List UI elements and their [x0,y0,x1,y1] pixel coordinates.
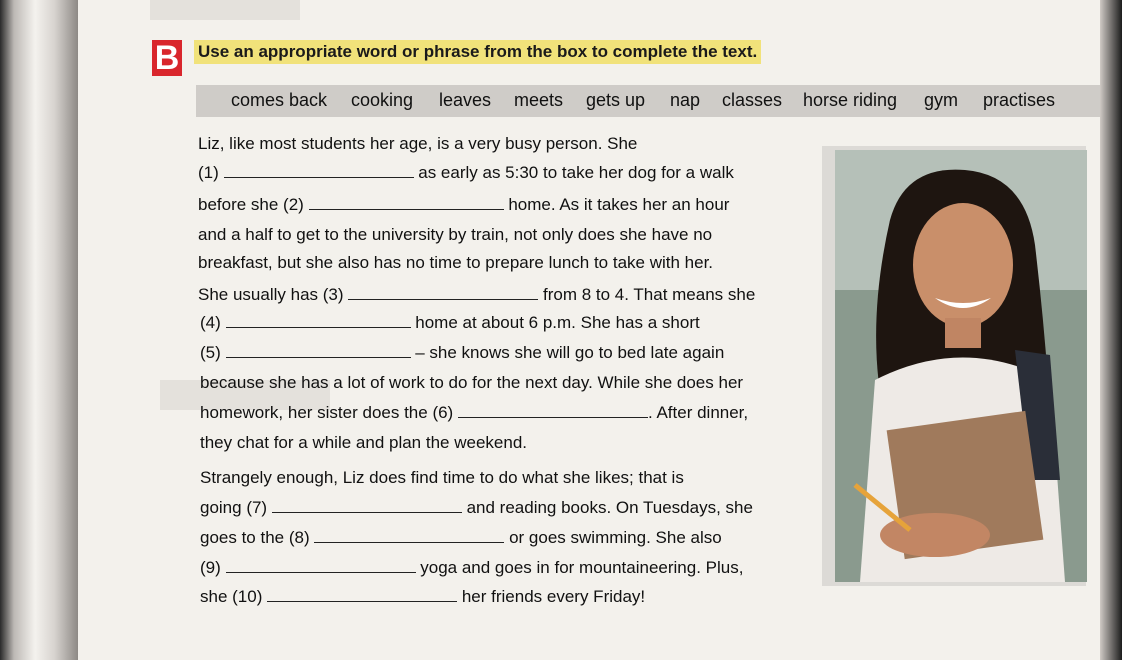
answer-blank[interactable] [226,313,411,328]
word-box-item: gets up [586,90,646,110]
word-box-item: cooking [351,90,414,110]
text-line: and a half to get to the university by train, not only does she have no [198,225,713,244]
word-box-item: classes [722,90,783,110]
word-box [196,85,1100,117]
text-line: She usually has (3) from 8 to 4. That means she [198,285,756,304]
student-photo [835,150,1087,582]
text-line: before she (2) home. As it takes her an hour [198,195,730,214]
exercise-letter: B [152,40,182,76]
text-line: because she has a lot of work to do for the next day. While she does her [200,373,744,392]
answer-blank[interactable] [309,195,504,210]
text-line: they chat for a while and plan the weekend. [200,433,527,452]
text-line: breakfast, but she also has no time to prepare lunch to take with her. [198,253,714,272]
answer-blank[interactable] [458,403,648,418]
answer-blank[interactable] [267,587,457,602]
page-edge [1100,0,1122,660]
bleed-through-text [150,0,300,20]
word-box-item: leaves [439,90,492,110]
answer-blank[interactable] [226,558,416,573]
answer-blank[interactable] [224,163,414,178]
answer-blank[interactable] [226,343,411,358]
text-line: she (10) her friends every Friday! [200,587,646,606]
book-spine [0,0,78,660]
word-box-item: comes back [231,90,328,110]
text-line: (9) yoga and goes in for mountaineering. Plus, [200,558,744,577]
text-line: Strangely enough, Liz does find time to do what she likes; that is [200,468,684,487]
exercise-instruction: Use an appropriate word or phrase from the box to complete the text. [194,40,761,64]
answer-blank[interactable] [348,285,538,300]
word-box-item: meets [514,90,564,110]
text-line: Liz, like most students her age, is a very busy person. She [198,134,638,153]
text-line: (5) – she knows she will go to bed late again [200,343,725,362]
word-box-item: nap [670,90,701,110]
text-line: going (7) and reading books. On Tuesdays, she [200,498,753,517]
text-line: homework, her sister does the (6) . After dinner, [200,403,749,422]
word-box-item: horse riding [803,90,898,110]
answer-blank[interactable] [314,528,504,543]
text-line: (4) home at about 6 p.m. She has a short [200,313,700,332]
text-line: (1) as early as 5:30 to take her dog for a walk [198,163,734,182]
answer-blank[interactable] [272,498,462,513]
text-line: goes to the (8) or goes swimming. She also [200,528,722,547]
word-box-item: practises [983,90,1056,110]
word-box-item: gym [924,90,959,110]
